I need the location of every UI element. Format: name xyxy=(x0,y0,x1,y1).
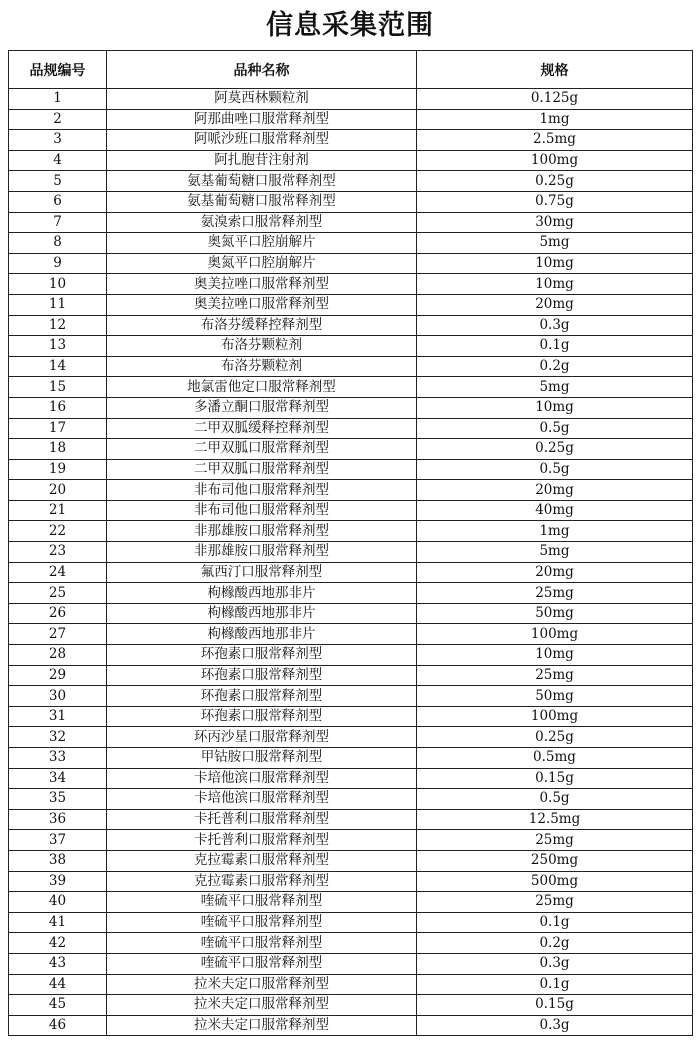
table-row xyxy=(9,253,693,274)
cell-code: 43 xyxy=(9,953,107,974)
cell-code: 28 xyxy=(9,645,107,666)
table-row xyxy=(9,871,693,892)
cell-code: 4 xyxy=(9,150,107,171)
cell-code: 44 xyxy=(9,974,107,995)
table-row xyxy=(9,377,693,398)
table-row xyxy=(9,603,693,624)
cell-spec: 25mg xyxy=(417,830,693,851)
cell-spec: 0.125g xyxy=(417,89,693,110)
cell-spec: 1mg xyxy=(417,109,693,130)
cell-spec: 100mg xyxy=(417,624,693,645)
cell-code: 10 xyxy=(9,274,107,295)
table-row xyxy=(9,665,693,686)
collection-scope-table xyxy=(8,50,693,1036)
cell-code: 17 xyxy=(9,418,107,439)
cell-name: 氨基葡萄糖口服常释剂型 xyxy=(107,191,417,212)
cell-name: 阿莫西林颗粒剂 xyxy=(107,89,417,110)
cell-name: 布洛芬缓释控释剂型 xyxy=(107,315,417,336)
cell-spec: 40mg xyxy=(417,500,693,521)
cell-name: 奥美拉唑口服常释剂型 xyxy=(107,294,417,315)
table-row xyxy=(9,624,693,645)
cell-spec: 0.25g xyxy=(417,171,693,192)
cell-spec: 0.2g xyxy=(417,933,693,954)
cell-name: 喹硫平口服常释剂型 xyxy=(107,912,417,933)
table-row xyxy=(9,686,693,707)
cell-code: 18 xyxy=(9,439,107,460)
cell-code: 20 xyxy=(9,480,107,501)
cell-code: 2 xyxy=(9,109,107,130)
cell-spec: 0.25g xyxy=(417,439,693,460)
table-row xyxy=(9,953,693,974)
cell-code: 14 xyxy=(9,356,107,377)
cell-name: 环孢素口服常释剂型 xyxy=(107,645,417,666)
cell-name: 甲钴胺口服常释剂型 xyxy=(107,748,417,769)
cell-name: 布洛芬颗粒剂 xyxy=(107,336,417,357)
cell-name: 奥氮平口腔崩解片 xyxy=(107,253,417,274)
cell-code: 15 xyxy=(9,377,107,398)
cell-code: 1 xyxy=(9,89,107,110)
cell-spec: 500mg xyxy=(417,871,693,892)
table-row xyxy=(9,500,693,521)
column-header-code: 品规编号 xyxy=(9,51,107,89)
cell-spec: 100mg xyxy=(417,150,693,171)
table-row xyxy=(9,89,693,110)
cell-code: 6 xyxy=(9,191,107,212)
table-row xyxy=(9,1015,693,1036)
cell-name: 环孢素口服常释剂型 xyxy=(107,686,417,707)
cell-name: 多潘立酮口服常释剂型 xyxy=(107,397,417,418)
cell-name: 非那雄胺口服常释剂型 xyxy=(107,542,417,563)
cell-code: 45 xyxy=(9,995,107,1016)
cell-code: 5 xyxy=(9,171,107,192)
cell-spec: 10mg xyxy=(417,397,693,418)
cell-name: 喹硫平口服常释剂型 xyxy=(107,933,417,954)
cell-code: 46 xyxy=(9,1015,107,1036)
cell-code: 32 xyxy=(9,727,107,748)
table-row xyxy=(9,830,693,851)
table-row xyxy=(9,480,693,501)
cell-name: 拉米夫定口服常释剂型 xyxy=(107,974,417,995)
cell-spec: 5mg xyxy=(417,233,693,254)
cell-code: 31 xyxy=(9,706,107,727)
cell-code: 9 xyxy=(9,253,107,274)
cell-spec: 12.5mg xyxy=(417,809,693,830)
cell-code: 26 xyxy=(9,603,107,624)
cell-name: 非布司他口服常释剂型 xyxy=(107,500,417,521)
table-row xyxy=(9,294,693,315)
column-header-spec: 规格 xyxy=(417,51,693,89)
cell-name: 奥美拉唑口服常释剂型 xyxy=(107,274,417,295)
table-row xyxy=(9,933,693,954)
cell-name: 布洛芬颗粒剂 xyxy=(107,356,417,377)
cell-name: 二甲双胍缓释控释剂型 xyxy=(107,418,417,439)
cell-code: 13 xyxy=(9,336,107,357)
table-row xyxy=(9,109,693,130)
cell-spec: 20mg xyxy=(417,294,693,315)
cell-code: 7 xyxy=(9,212,107,233)
table-row xyxy=(9,645,693,666)
cell-spec: 50mg xyxy=(417,603,693,624)
cell-name: 阿扎胞苷注射剂 xyxy=(107,150,417,171)
column-header-name: 品种名称 xyxy=(107,51,417,89)
cell-name: 枸橼酸西地那非片 xyxy=(107,583,417,604)
cell-code: 37 xyxy=(9,830,107,851)
table-row xyxy=(9,789,693,810)
table-row xyxy=(9,748,693,769)
table-row xyxy=(9,974,693,995)
cell-spec: 20mg xyxy=(417,562,693,583)
table-row xyxy=(9,521,693,542)
cell-code: 27 xyxy=(9,624,107,645)
cell-spec: 0.15g xyxy=(417,768,693,789)
cell-name: 卡培他滨口服常释剂型 xyxy=(107,768,417,789)
cell-name: 二甲双胍口服常释剂型 xyxy=(107,459,417,480)
cell-spec: 0.1g xyxy=(417,974,693,995)
cell-code: 25 xyxy=(9,583,107,604)
table-row xyxy=(9,336,693,357)
cell-code: 39 xyxy=(9,871,107,892)
cell-code: 24 xyxy=(9,562,107,583)
cell-name: 阿那曲唑口服常释剂型 xyxy=(107,109,417,130)
cell-code: 21 xyxy=(9,500,107,521)
cell-spec: 1mg xyxy=(417,521,693,542)
cell-code: 41 xyxy=(9,912,107,933)
cell-spec: 0.3g xyxy=(417,1015,693,1036)
table-row xyxy=(9,233,693,254)
table-row xyxy=(9,459,693,480)
cell-spec: 0.5g xyxy=(417,459,693,480)
cell-name: 克拉霉素口服常释剂型 xyxy=(107,871,417,892)
cell-code: 11 xyxy=(9,294,107,315)
cell-name: 卡培他滨口服常释剂型 xyxy=(107,789,417,810)
cell-name: 环孢素口服常释剂型 xyxy=(107,665,417,686)
cell-code: 42 xyxy=(9,933,107,954)
cell-code: 16 xyxy=(9,397,107,418)
cell-code: 8 xyxy=(9,233,107,254)
cell-spec: 0.1g xyxy=(417,336,693,357)
cell-spec: 25mg xyxy=(417,583,693,604)
cell-name: 环丙沙星口服常释剂型 xyxy=(107,727,417,748)
table-row xyxy=(9,542,693,563)
cell-name: 地氯雷他定口服常释剂型 xyxy=(107,377,417,398)
cell-code: 29 xyxy=(9,665,107,686)
cell-code: 23 xyxy=(9,542,107,563)
cell-code: 12 xyxy=(9,315,107,336)
cell-spec: 5mg xyxy=(417,377,693,398)
table-row xyxy=(9,191,693,212)
cell-spec: 10mg xyxy=(417,274,693,295)
table-row xyxy=(9,850,693,871)
cell-name: 枸橼酸西地那非片 xyxy=(107,603,417,624)
cell-code: 34 xyxy=(9,768,107,789)
table-row xyxy=(9,150,693,171)
cell-code: 35 xyxy=(9,789,107,810)
cell-spec: 0.25g xyxy=(417,727,693,748)
cell-spec: 2.5mg xyxy=(417,130,693,151)
cell-spec: 20mg xyxy=(417,480,693,501)
cell-spec: 25mg xyxy=(417,892,693,913)
table-row xyxy=(9,892,693,913)
cell-code: 33 xyxy=(9,748,107,769)
cell-name: 氨溴索口服常释剂型 xyxy=(107,212,417,233)
cell-spec: 10mg xyxy=(417,253,693,274)
cell-spec: 50mg xyxy=(417,686,693,707)
table-row xyxy=(9,727,693,748)
cell-name: 非布司他口服常释剂型 xyxy=(107,480,417,501)
cell-name: 拉米夫定口服常释剂型 xyxy=(107,1015,417,1036)
cell-spec: 0.5g xyxy=(417,418,693,439)
cell-code: 40 xyxy=(9,892,107,913)
cell-spec: 0.3g xyxy=(417,315,693,336)
table-row xyxy=(9,912,693,933)
table-row xyxy=(9,768,693,789)
table-row xyxy=(9,418,693,439)
cell-spec: 30mg xyxy=(417,212,693,233)
table-row xyxy=(9,315,693,336)
cell-spec: 0.5g xyxy=(417,789,693,810)
cell-name: 非那雄胺口服常释剂型 xyxy=(107,521,417,542)
cell-name: 卡托普利口服常释剂型 xyxy=(107,809,417,830)
table-row xyxy=(9,274,693,295)
table-row xyxy=(9,397,693,418)
cell-name: 克拉霉素口服常释剂型 xyxy=(107,850,417,871)
cell-name: 阿哌沙班口服常释剂型 xyxy=(107,130,417,151)
page-title: 信息采集范围 xyxy=(266,10,434,41)
cell-spec: 0.1g xyxy=(417,912,693,933)
table-row xyxy=(9,995,693,1016)
table-row xyxy=(9,706,693,727)
cell-name: 环孢素口服常释剂型 xyxy=(107,706,417,727)
cell-spec: 5mg xyxy=(417,542,693,563)
cell-spec: 250mg xyxy=(417,850,693,871)
cell-name: 喹硫平口服常释剂型 xyxy=(107,892,417,913)
cell-name: 氟西汀口服常释剂型 xyxy=(107,562,417,583)
cell-code: 36 xyxy=(9,809,107,830)
table-row xyxy=(9,809,693,830)
cell-name: 氨基葡萄糖口服常释剂型 xyxy=(107,171,417,192)
cell-spec: 10mg xyxy=(417,645,693,666)
cell-code: 22 xyxy=(9,521,107,542)
table-row xyxy=(9,439,693,460)
cell-name: 拉米夫定口服常释剂型 xyxy=(107,995,417,1016)
cell-name: 奥氮平口腔崩解片 xyxy=(107,233,417,254)
cell-name: 喹硫平口服常释剂型 xyxy=(107,953,417,974)
cell-spec: 25mg xyxy=(417,665,693,686)
cell-spec: 100mg xyxy=(417,706,693,727)
cell-spec: 0.5mg xyxy=(417,748,693,769)
cell-spec: 0.75g xyxy=(417,191,693,212)
table-row xyxy=(9,562,693,583)
cell-code: 3 xyxy=(9,130,107,151)
table-header-row xyxy=(9,51,693,89)
table-row xyxy=(9,212,693,233)
cell-name: 枸橼酸西地那非片 xyxy=(107,624,417,645)
cell-spec: 0.15g xyxy=(417,995,693,1016)
cell-code: 30 xyxy=(9,686,107,707)
cell-name: 卡托普利口服常释剂型 xyxy=(107,830,417,851)
cell-code: 38 xyxy=(9,850,107,871)
cell-spec: 0.2g xyxy=(417,356,693,377)
table-row xyxy=(9,171,693,192)
cell-code: 19 xyxy=(9,459,107,480)
table-row xyxy=(9,583,693,604)
table-row xyxy=(9,356,693,377)
cell-spec: 0.3g xyxy=(417,953,693,974)
table-body xyxy=(9,89,693,1036)
table-row xyxy=(9,130,693,151)
cell-name: 二甲双胍口服常释剂型 xyxy=(107,439,417,460)
